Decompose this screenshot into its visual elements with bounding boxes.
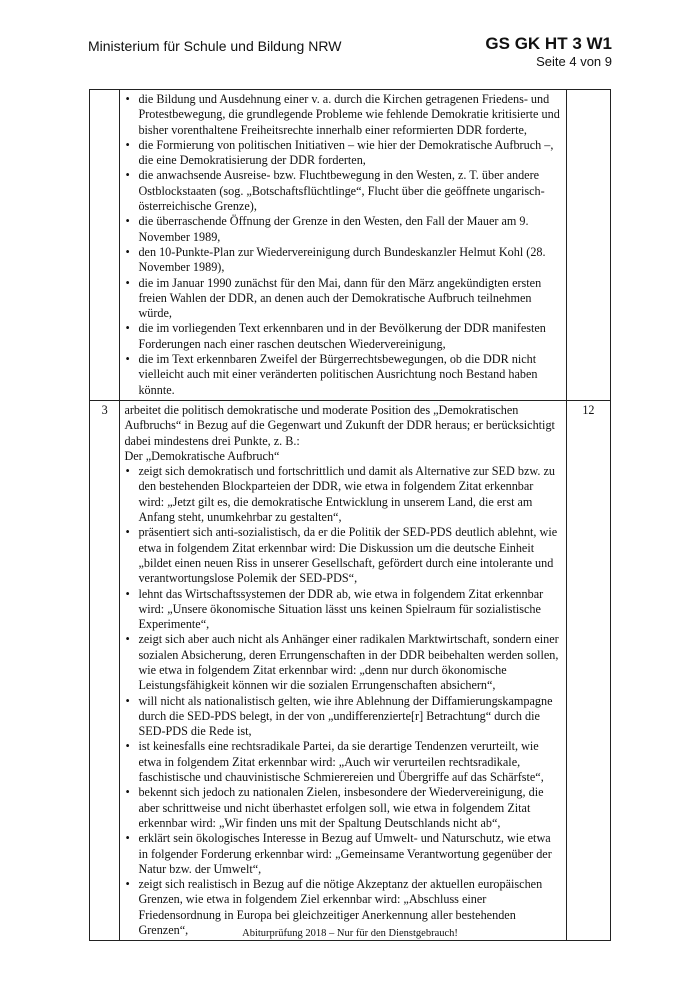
list-item: • zeigt sich aber auch nicht als Anhänger einer radikalen Marktwirtschaft, sondern einer sozialen Absicherung, deren Errungenschaften in der DDR beibehalten werden sollen, wie etwa in folgendem Zitat erkennbar wird: „denn nur durch ökonomische Leistungsfähigkeit können wir die sozialen Errungenschaften absichern“, (138, 632, 561, 693)
list-item: • die anwachsende Ausreise- bzw. Fluchtbewegung in den Westen, z. T. über andere Ostblockstaaten (sog. „Botschaftsflüchtlinge“, Flucht über die geöffnete ungarisch-österreichische Grenze), (138, 168, 561, 214)
list-item: • ist keinesfalls eine rechtsradikale Partei, da sie derartige Tendenzen verurteilt, wie etwa in folgendem Zitat erkennbar wird: „Auch wir verurteilen rechtsradikale, faschistische und chauvinistische Schmierereien und Übergriffe auf das Schärfste“, (138, 739, 561, 785)
bullet-list (124, 92, 561, 398)
requirement-lead: Der „Demokratische Aufbruch“ (124, 448, 280, 463)
list-item: • den 10-Punkte-Plan zur Wiedervereinigung durch Bundeskanzler Helmut Kohl (28. November 1989), (138, 245, 561, 276)
row-number (90, 90, 120, 401)
list-item: • erklärt sein ökologisches Interesse in Bezug auf Umwelt- und Naturschutz, wie etwa in folgender Forderung erkennbar wird: „Gemeinsame Verantwortung gegenüber der Natur bzw. der Umwelt“, (138, 831, 561, 877)
list-item: • die überraschende Öffnung der Grenze in den Westen, den Fall der Mauer am 9. November 1989, (138, 214, 561, 245)
requirement-cell (120, 90, 566, 401)
requirement-intro: arbeitet die politisch demokratische und moderate Position des „Demokratischen Aufbruchs“ in Bezug auf die Gegenwart und Zukunft der DDR heraus; er berücksichtigt dabei mindestens drei Punkte, z. B.: (124, 402, 555, 448)
ministry-name: Ministerium für Schule und Bildung NRW (88, 38, 342, 54)
list-item: • die Bildung und Ausdehnung einer v. a. durch die Kirchen getragenen Friedens- und Protestbewegung, die grundlegende Probleme wie fehlende Demokratie kritisierte und bisher vorenthaltene Freiheitsrechte innerhalb einer reformierten DDR forderte, (138, 92, 561, 138)
list-item: • die im vorliegenden Text erkennbaren und in der Bevölkerung der DDR manifesten Forderungen nach einer raschen deutschen Wiedervereinigung, (138, 321, 561, 352)
list-item: • bekennt sich jedoch zu nationalen Zielen, insbesondere der Wiedervereinigung, die aber schrittweise und nicht überhastet erfolgen soll, wie etwa in folgendem Zitat erkennbar wird: „Wir finden uns mit der Spaltung Deutschlands nicht ab“, (138, 785, 561, 831)
list-item: • die im Text erkennbaren Zweifel der Bürgerrechtsbewegungen, ob die DDR nicht vielleicht auch mit einer veränderten politischen Ausrichtung noch Bestand haben könnte. (138, 352, 561, 398)
bullet-list (124, 464, 561, 938)
list-item: • zeigt sich demokratisch und fortschrittlich und damit als Alternative zur SED bzw. zu den bestehenden Blockparteien der DDR, wie etwa in folgendem Zitat erkennbar wird: „Jetzt gilt es, die demokratische Entwicklung in unserem Land, die erst am Anfang steht, unumkehrbar zu gestalten“, (138, 464, 561, 525)
page-number: Seite 4 von 9 (536, 54, 612, 69)
requirement-cell (120, 400, 566, 940)
table-row (90, 90, 611, 401)
table-row (90, 400, 611, 940)
list-item: • will nicht als nationalistisch gelten, wie ihre Ablehnung der Diffamierungskampagne durch die SED-PDS belegt, in der von „undifferenzierte[r] Betrachtung“ durch die SED-PDS die Rede ist, (138, 694, 561, 740)
footer-note: Abiturprüfung 2018 – Nur für den Dienstgebrauch! (242, 928, 458, 939)
points-cell (566, 90, 610, 401)
list-item: • die Formierung von politischen Initiativen – wie hier der Demokratische Aufbruch –, die eine Demokratisierung der DDR forderten, (138, 138, 561, 169)
row-number: 3 (90, 400, 120, 940)
grading-table (89, 89, 611, 941)
list-item: • lehnt das Wirtschaftssystemen der DDR ab, wie etwa in folgendem Zitat erkennbar wird: „Unsere ökonomische Situation lässt uns keinen Spielraum für sozialistische Experimente“, (138, 587, 561, 633)
document-code: GS GK HT 3 W1 (485, 34, 612, 53)
points-cell: 12 (566, 400, 610, 940)
list-item: • zeigt sich realistisch in Bezug auf die nötige Akzeptanz der aktuellen europäischen Grenzen, wie etwa in folgendem Ziel erkennbar wird: „Abschluss einer Friedensordnung in Europa bei gleichzeitiger Anerkennung aller bestehenden Grenzen“, (138, 877, 561, 938)
document-header (485, 34, 612, 69)
list-item: • präsentiert sich anti-sozialistisch, da er die Politik der SED-PDS deutlich ablehnt, wie etwa in folgendem Zitat erkennbar wird: Die Diskussion um die deutsche Einheit „bildet einen neuen Riss in unserer Gesellschaft, gefördert durch eine intolerante und verantwortungslose Polemik der SED-PDS“, (138, 525, 561, 586)
list-item: • die im Januar 1990 zunächst für den Mai, dann für den März angekündigten ersten freien Wahlen der DDR, an denen auch der Demokratische Aufbruch teilnehmen würde, (138, 276, 561, 322)
